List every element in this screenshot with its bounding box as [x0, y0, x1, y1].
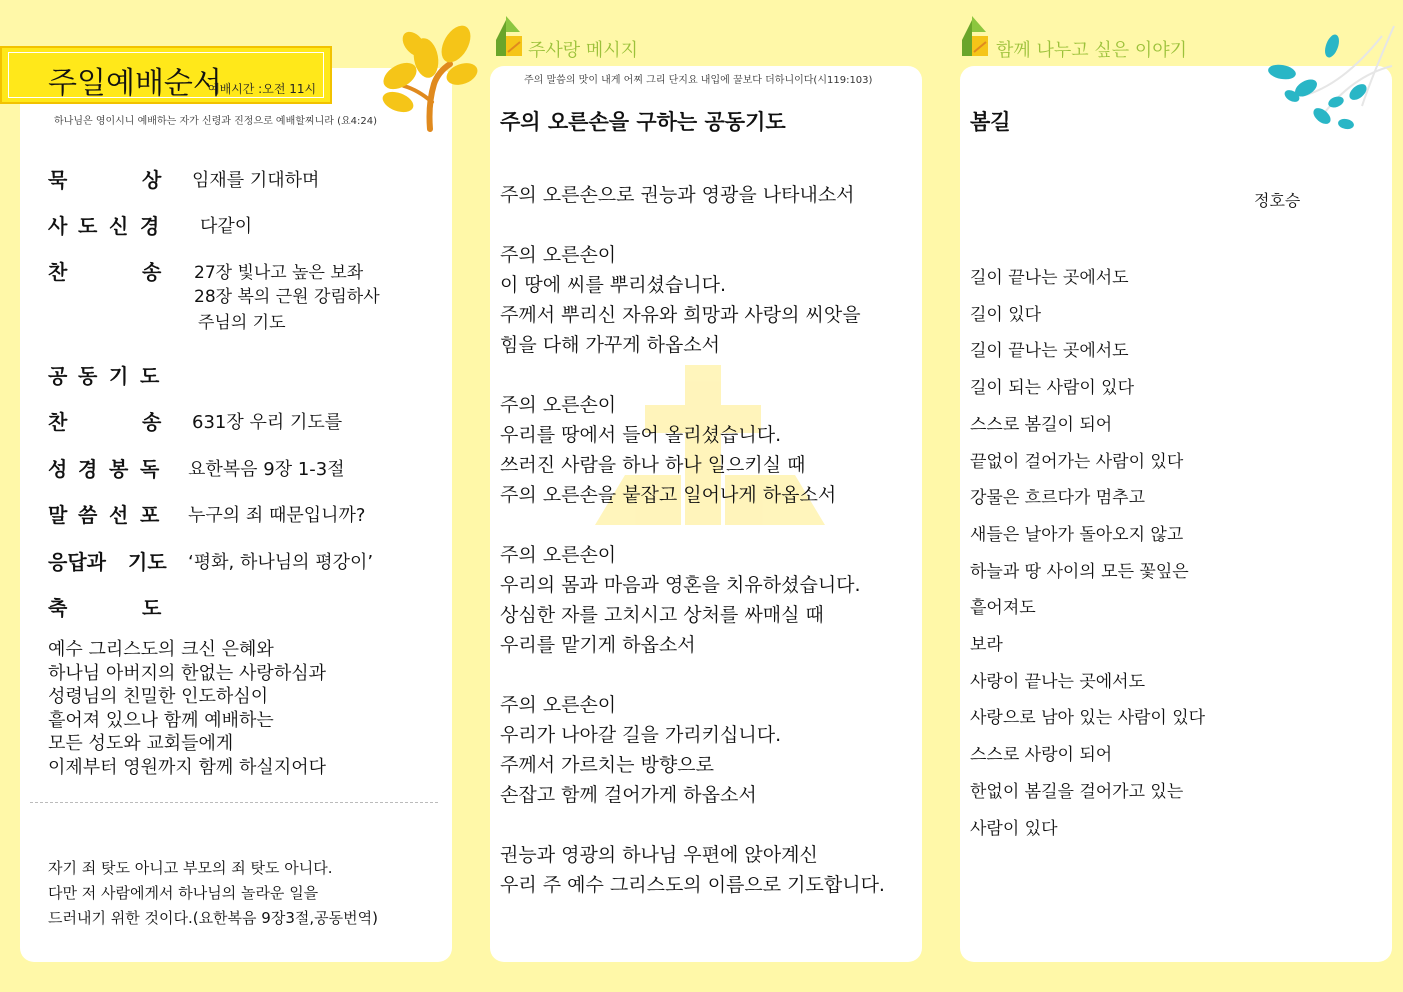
worship-time: 예배시간 :오전 11시: [208, 82, 317, 96]
page-title: 주일예배순서: [48, 66, 222, 101]
prayer-stanza: 주의 오른손이 우리의 몸과 마음과 영혼을 치유하셨습니다. 상심한 자를 고치시고 상처를 싸매실 때 우리를 맡기게 하옵소서: [500, 544, 861, 656]
poem-text: 길이 끝나는 곳에서도 길이 있다 길이 끝나는 곳에서도 길이 되는 사람이 있다 스스로 봄길이 되어 끝없이 걸어가는 사람이 있다 강물은 흐르다가 멈추고 새들은 날아가 돌아오지 않고 하늘과 땅 사이의 모든 꽃잎은 흩어져도 보라 사랑이 끝나는 곳에서도 사랑으로 남아 있는 사람이 있다 스스로 사랑이 되어 한없이 봄길을 걸어가고 있는 사람이 있다: [970, 268, 1206, 839]
prayer-stanza: 권능과 영광의 하나님 우편에 앉아계신 우리 주 예수 그리스도의 이름으로 기도합니다.: [500, 844, 885, 896]
scripture-quote: 자기 죄 탓도 아니고 부모의 죄 탓도 아니다. 다만 저 사람에게서 하나님의 놀라운 일을 드러내기 위한 것이다.(요한복음 9장3절,공동번역): [48, 859, 378, 927]
book-leaf-icon: [492, 12, 528, 60]
book-leaf-icon: [958, 12, 994, 60]
prayer-stanza: 주의 오른손이 우리가 나아갈 길을 가리키십니다. 주께서 가르치는 방향으로 손잡고 함께 걸어가게 하옵소서: [500, 694, 782, 806]
message-verse: 주의 말씀의 맛이 내게 어찌 그리 단지요 내입에 꿀보다 더하니이다(시119:103): [524, 75, 873, 86]
leaf-tree-decoration: [370, 24, 480, 134]
prayer-stanza: 주의 오른손으로 권능과 영광을 나타내소서: [500, 184, 855, 206]
prayer-title: 주의 오른손을 구하는 공동기도: [500, 110, 786, 134]
prayer-stanza: 주의 오른손이 이 땅에 씨를 뿌리셨습니다. 주께서 뿌리신 자유와 희망과 사랑의 씨앗을 힘을 다해 가꾸게 하옵소서: [500, 244, 861, 356]
benediction-text: 예수 그리스도의 크신 은혜와 하나님 아버지의 한없는 사랑하심과 성령님의 친밀한 인도하심이 흩어져 있으나 함께 예배하는 모든 성도와 교회들에게 이제부터 영원까지 함께 하실지어다: [48, 639, 326, 778]
message-heading: 주사랑 메시지: [528, 40, 639, 61]
story-heading: 함께 나누고 싶은 이야기: [996, 40, 1188, 61]
poem-author: 정호승: [1254, 191, 1301, 210]
divider: [30, 802, 438, 803]
poem-title: 봄길: [970, 110, 1011, 134]
worship-verse: 하나님은 영이시니 예배하는 자가 신령과 진정으로 예배할찌니라 (요4:24): [54, 116, 377, 127]
teal-leaf-decoration: [1262, 16, 1398, 136]
prayer-stanza: 주의 오른손이 우리를 땅에서 들어 올리셨습니다. 쓰러진 사람을 하나 하나 일으키실 때 주의 오른손을 붙잡고 일어나게 하옵소서: [500, 394, 837, 506]
